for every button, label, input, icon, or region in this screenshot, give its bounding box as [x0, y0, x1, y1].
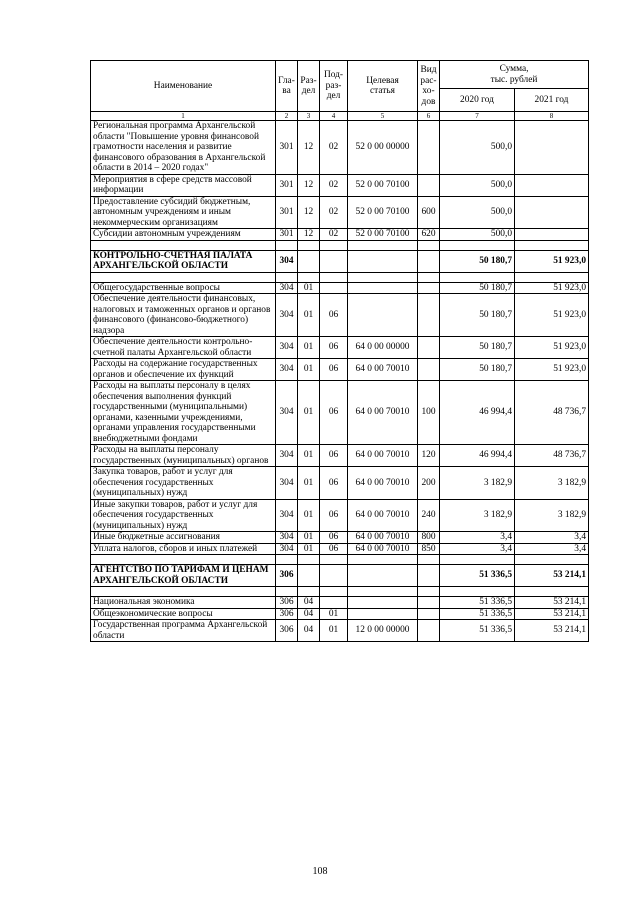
row-vid: 850	[418, 543, 440, 555]
row-podrazdel: 06	[320, 543, 348, 555]
colnum: 3	[298, 112, 320, 121]
row-glava: 304	[276, 359, 298, 381]
row-glava: 304	[276, 381, 298, 445]
row-razdel: 04	[298, 608, 320, 620]
table-body	[91, 121, 589, 642]
row-sum-2021	[515, 240, 589, 250]
row-glava: 304	[276, 337, 298, 359]
row-podrazdel	[320, 587, 348, 597]
row-podrazdel	[320, 565, 348, 587]
row-sum-2021: 51 923,0	[515, 250, 589, 272]
row-razdel: 01	[298, 532, 320, 544]
spacer-row	[91, 240, 589, 250]
row-glava: 304	[276, 445, 298, 467]
row-glava	[276, 272, 298, 282]
row-name: КОНТРОЛЬНО-СЧЕТНАЯ ПАЛАТА АРХАНГЕЛЬСКОЙ ОБЛАСТИ	[91, 250, 276, 272]
row-sum-2021: 51 923,0	[515, 282, 589, 294]
row-razdel: 01	[298, 499, 320, 532]
header-name: Наименование	[91, 61, 276, 112]
table-row	[91, 250, 589, 272]
row-razdel	[298, 250, 320, 272]
row-razdel: 12	[298, 174, 320, 196]
row-name: Общегосударственные вопросы	[91, 282, 276, 294]
row-sum-2020: 50 180,7	[440, 294, 515, 337]
row-target: 52 0 00 00000	[348, 121, 418, 175]
row-sum-2020: 500,0	[440, 174, 515, 196]
row-razdel	[298, 587, 320, 597]
row-sum-2020: 50 180,7	[440, 250, 515, 272]
row-target: 64 0 00 70010	[348, 445, 418, 467]
row-glava: 304	[276, 532, 298, 544]
row-name: Иные бюджетные ассигнования	[91, 532, 276, 544]
row-target: 52 0 00 70100	[348, 229, 418, 241]
row-target: 64 0 00 70010	[348, 499, 418, 532]
row-vid: 600	[418, 196, 440, 229]
row-vid	[418, 555, 440, 565]
header-glava: Гла- ва	[276, 61, 298, 112]
row-sum-2020: 3,4	[440, 543, 515, 555]
row-podrazdel: 06	[320, 467, 348, 500]
table-row	[91, 620, 589, 642]
colnum: 2	[276, 112, 298, 121]
row-target	[348, 555, 418, 565]
row-razdel: 12	[298, 121, 320, 175]
spacer-row	[91, 555, 589, 565]
header-target: Целевая статья	[348, 61, 418, 112]
row-sum-2020: 3 182,9	[440, 499, 515, 532]
row-target: 12 0 00 00000	[348, 620, 418, 642]
row-sum-2021: 48 736,7	[515, 381, 589, 445]
row-podrazdel: 01	[320, 608, 348, 620]
row-razdel: 12	[298, 229, 320, 241]
row-sum-2021: 51 923,0	[515, 359, 589, 381]
colnum: 8	[515, 112, 589, 121]
table-row	[91, 381, 589, 445]
row-glava: 306	[276, 597, 298, 609]
table-row	[91, 174, 589, 196]
row-target	[348, 565, 418, 587]
table-row	[91, 282, 589, 294]
row-target: 64 0 00 70010	[348, 543, 418, 555]
row-sum-2021: 51 923,0	[515, 337, 589, 359]
row-sum-2020: 46 994,4	[440, 381, 515, 445]
row-target: 64 0 00 70010	[348, 381, 418, 445]
row-sum-2021	[515, 229, 589, 241]
row-sum-2021	[515, 121, 589, 175]
row-vid	[418, 597, 440, 609]
row-sum-2020: 500,0	[440, 229, 515, 241]
row-vid	[418, 587, 440, 597]
table-row	[91, 121, 589, 175]
row-vid	[418, 240, 440, 250]
header-vid: Вид рас- хо- дов	[418, 61, 440, 112]
row-sum-2021: 51 923,0	[515, 294, 589, 337]
row-vid	[418, 359, 440, 381]
row-vid	[418, 121, 440, 175]
row-target	[348, 250, 418, 272]
row-vid	[418, 272, 440, 282]
budget-table	[90, 60, 589, 642]
row-name: Расходы на содержание государственных органов и обеспечение их функций	[91, 359, 276, 381]
row-glava: 304	[276, 467, 298, 500]
row-vid	[418, 294, 440, 337]
table-row	[91, 294, 589, 337]
table-row	[91, 445, 589, 467]
table-row	[91, 467, 589, 500]
row-razdel	[298, 565, 320, 587]
row-sum-2020: 51 336,5	[440, 620, 515, 642]
row-sum-2020: 50 180,7	[440, 282, 515, 294]
row-sum-2020: 500,0	[440, 121, 515, 175]
row-target	[348, 294, 418, 337]
table-row	[91, 543, 589, 555]
row-sum-2021	[515, 555, 589, 565]
row-target	[348, 608, 418, 620]
row-sum-2021: 3 182,9	[515, 467, 589, 500]
row-name: Обеспечение деятельности контрольно-счетной палаты Архангельской области	[91, 337, 276, 359]
table-row	[91, 499, 589, 532]
table-row	[91, 565, 589, 587]
row-sum-2020: 3 182,9	[440, 467, 515, 500]
row-glava: 306	[276, 620, 298, 642]
row-sum-2021: 3,4	[515, 543, 589, 555]
row-glava	[276, 555, 298, 565]
row-name: АГЕНТСТВО ПО ТАРИФАМ И ЦЕНАМ АРХАНГЕЛЬСКОЙ ОБЛАСТИ	[91, 565, 276, 587]
row-target	[348, 240, 418, 250]
row-name: Закупка товаров, работ и услуг для обеспечения государственных (муниципальных) нужд	[91, 467, 276, 500]
row-razdel: 01	[298, 381, 320, 445]
row-name: Иные закупки товаров, работ и услуг для обеспечения государственных (муниципальных) нужд	[91, 499, 276, 532]
row-sum-2021: 53 214,1	[515, 620, 589, 642]
row-podrazdel: 02	[320, 174, 348, 196]
spacer-row	[91, 272, 589, 282]
row-sum-2020	[440, 240, 515, 250]
row-razdel: 01	[298, 282, 320, 294]
row-name	[91, 272, 276, 282]
row-target: 64 0 00 70010	[348, 532, 418, 544]
row-sum-2020: 46 994,4	[440, 445, 515, 467]
row-name: Расходы на выплаты персоналу государственных (муниципальных) органов	[91, 445, 276, 467]
row-podrazdel: 06	[320, 294, 348, 337]
row-target	[348, 587, 418, 597]
row-sum-2021	[515, 174, 589, 196]
row-podrazdel: 06	[320, 445, 348, 467]
row-target	[348, 282, 418, 294]
row-glava	[276, 587, 298, 597]
row-name: Национальная экономика	[91, 597, 276, 609]
row-target: 64 0 00 70010	[348, 359, 418, 381]
header-podrazdel: Под- раз- дел	[320, 61, 348, 112]
row-sum-2021: 48 736,7	[515, 445, 589, 467]
row-glava: 301	[276, 229, 298, 241]
row-podrazdel: 06	[320, 359, 348, 381]
row-razdel	[298, 555, 320, 565]
row-sum-2020	[440, 555, 515, 565]
row-sum-2020: 50 180,7	[440, 337, 515, 359]
row-sum-2021: 53 214,1	[515, 565, 589, 587]
spacer-row	[91, 587, 589, 597]
table-row	[91, 532, 589, 544]
row-vid	[418, 174, 440, 196]
row-glava: 301	[276, 196, 298, 229]
row-target: 64 0 00 00000	[348, 337, 418, 359]
row-glava: 304	[276, 282, 298, 294]
row-vid: 800	[418, 532, 440, 544]
row-podrazdel	[320, 250, 348, 272]
colnum: 7	[440, 112, 515, 121]
header-sum: Сумма, тыс. рублей	[440, 61, 589, 89]
row-name: Общеэкономические вопросы	[91, 608, 276, 620]
row-podrazdel: 02	[320, 121, 348, 175]
colnum: 1	[91, 112, 276, 121]
row-name: Предоставление субсидий бюджетным, автономным учреждениям и иным некоммерческим организациям	[91, 196, 276, 229]
row-podrazdel: 06	[320, 499, 348, 532]
row-glava: 306	[276, 565, 298, 587]
row-podrazdel	[320, 597, 348, 609]
column-numbers-row	[91, 112, 589, 121]
row-podrazdel: 06	[320, 381, 348, 445]
row-podrazdel: 06	[320, 337, 348, 359]
row-sum-2020: 3,4	[440, 532, 515, 544]
row-razdel: 01	[298, 359, 320, 381]
row-name: Субсидии автономным учреждениям	[91, 229, 276, 241]
row-vid	[418, 565, 440, 587]
row-sum-2021	[515, 272, 589, 282]
row-sum-2020: 51 336,5	[440, 597, 515, 609]
row-sum-2021: 3 182,9	[515, 499, 589, 532]
row-name	[91, 587, 276, 597]
header-2021: 2021 год	[515, 89, 589, 112]
row-razdel: 01	[298, 294, 320, 337]
colnum: 5	[348, 112, 418, 121]
row-vid	[418, 250, 440, 272]
table-row	[91, 597, 589, 609]
row-razdel	[298, 240, 320, 250]
row-razdel: 12	[298, 196, 320, 229]
row-target: 64 0 00 70010	[348, 467, 418, 500]
page-number: 108	[312, 866, 328, 877]
row-sum-2020	[440, 587, 515, 597]
row-podrazdel: 02	[320, 229, 348, 241]
colnum: 6	[418, 112, 440, 121]
row-podrazdel: 02	[320, 196, 348, 229]
row-glava: 304	[276, 543, 298, 555]
row-glava: 301	[276, 121, 298, 175]
row-glava: 306	[276, 608, 298, 620]
header-razdel: Раз- дел	[298, 61, 320, 112]
row-name: Региональная программа Архангельской области "Повышение уровня финансовой грамотности населения и развитие финансового образования в Архангельской области в 2014 – 2020 годах"	[91, 121, 276, 175]
row-vid: 620	[418, 229, 440, 241]
row-name	[91, 240, 276, 250]
row-name: Обеспечение деятельности финансовых, налоговых и таможенных органов и органов финансового (финансово-бюджетного) надзора	[91, 294, 276, 337]
row-name	[91, 555, 276, 565]
row-sum-2020: 51 336,5	[440, 565, 515, 587]
row-sum-2020	[440, 272, 515, 282]
row-podrazdel	[320, 240, 348, 250]
row-razdel: 01	[298, 337, 320, 359]
row-podrazdel	[320, 282, 348, 294]
row-glava: 304	[276, 250, 298, 272]
row-vid: 240	[418, 499, 440, 532]
row-glava	[276, 240, 298, 250]
colnum: 4	[320, 112, 348, 121]
row-vid: 120	[418, 445, 440, 467]
row-name: Государственная программа Архангельской области	[91, 620, 276, 642]
row-vid: 100	[418, 381, 440, 445]
row-vid	[418, 282, 440, 294]
row-podrazdel: 06	[320, 532, 348, 544]
row-sum-2021	[515, 587, 589, 597]
row-glava: 304	[276, 294, 298, 337]
row-sum-2020: 51 336,5	[440, 608, 515, 620]
table-row	[91, 229, 589, 241]
row-razdel: 01	[298, 467, 320, 500]
row-glava: 304	[276, 499, 298, 532]
row-razdel	[298, 272, 320, 282]
row-razdel: 04	[298, 620, 320, 642]
row-target: 52 0 00 70100	[348, 196, 418, 229]
table-row	[91, 337, 589, 359]
row-vid	[418, 620, 440, 642]
row-vid	[418, 337, 440, 359]
header-2020: 2020 год	[440, 89, 515, 112]
table-row	[91, 359, 589, 381]
row-sum-2020: 50 180,7	[440, 359, 515, 381]
row-podrazdel	[320, 555, 348, 565]
row-sum-2021: 53 214,1	[515, 608, 589, 620]
row-sum-2020: 500,0	[440, 196, 515, 229]
row-podrazdel	[320, 272, 348, 282]
table-row	[91, 196, 589, 229]
row-podrazdel: 01	[320, 620, 348, 642]
row-name: Мероприятия в сфере средств массовой информации	[91, 174, 276, 196]
table-row	[91, 608, 589, 620]
row-name: Уплата налогов, сборов и иных платежей	[91, 543, 276, 555]
row-razdel: 04	[298, 597, 320, 609]
row-glava: 301	[276, 174, 298, 196]
row-target	[348, 597, 418, 609]
row-sum-2021: 53 214,1	[515, 597, 589, 609]
row-sum-2021: 3,4	[515, 532, 589, 544]
row-target	[348, 272, 418, 282]
row-sum-2021	[515, 196, 589, 229]
row-name: Расходы на выплаты персоналу в целях обеспечения выполнения функций государственными (муниципальными) органами, казенными учреждениями, органами управления государственными внебюджетными фондами	[91, 381, 276, 445]
row-razdel: 01	[298, 445, 320, 467]
row-razdel: 01	[298, 543, 320, 555]
row-vid: 200	[418, 467, 440, 500]
row-target: 52 0 00 70100	[348, 174, 418, 196]
row-vid	[418, 608, 440, 620]
